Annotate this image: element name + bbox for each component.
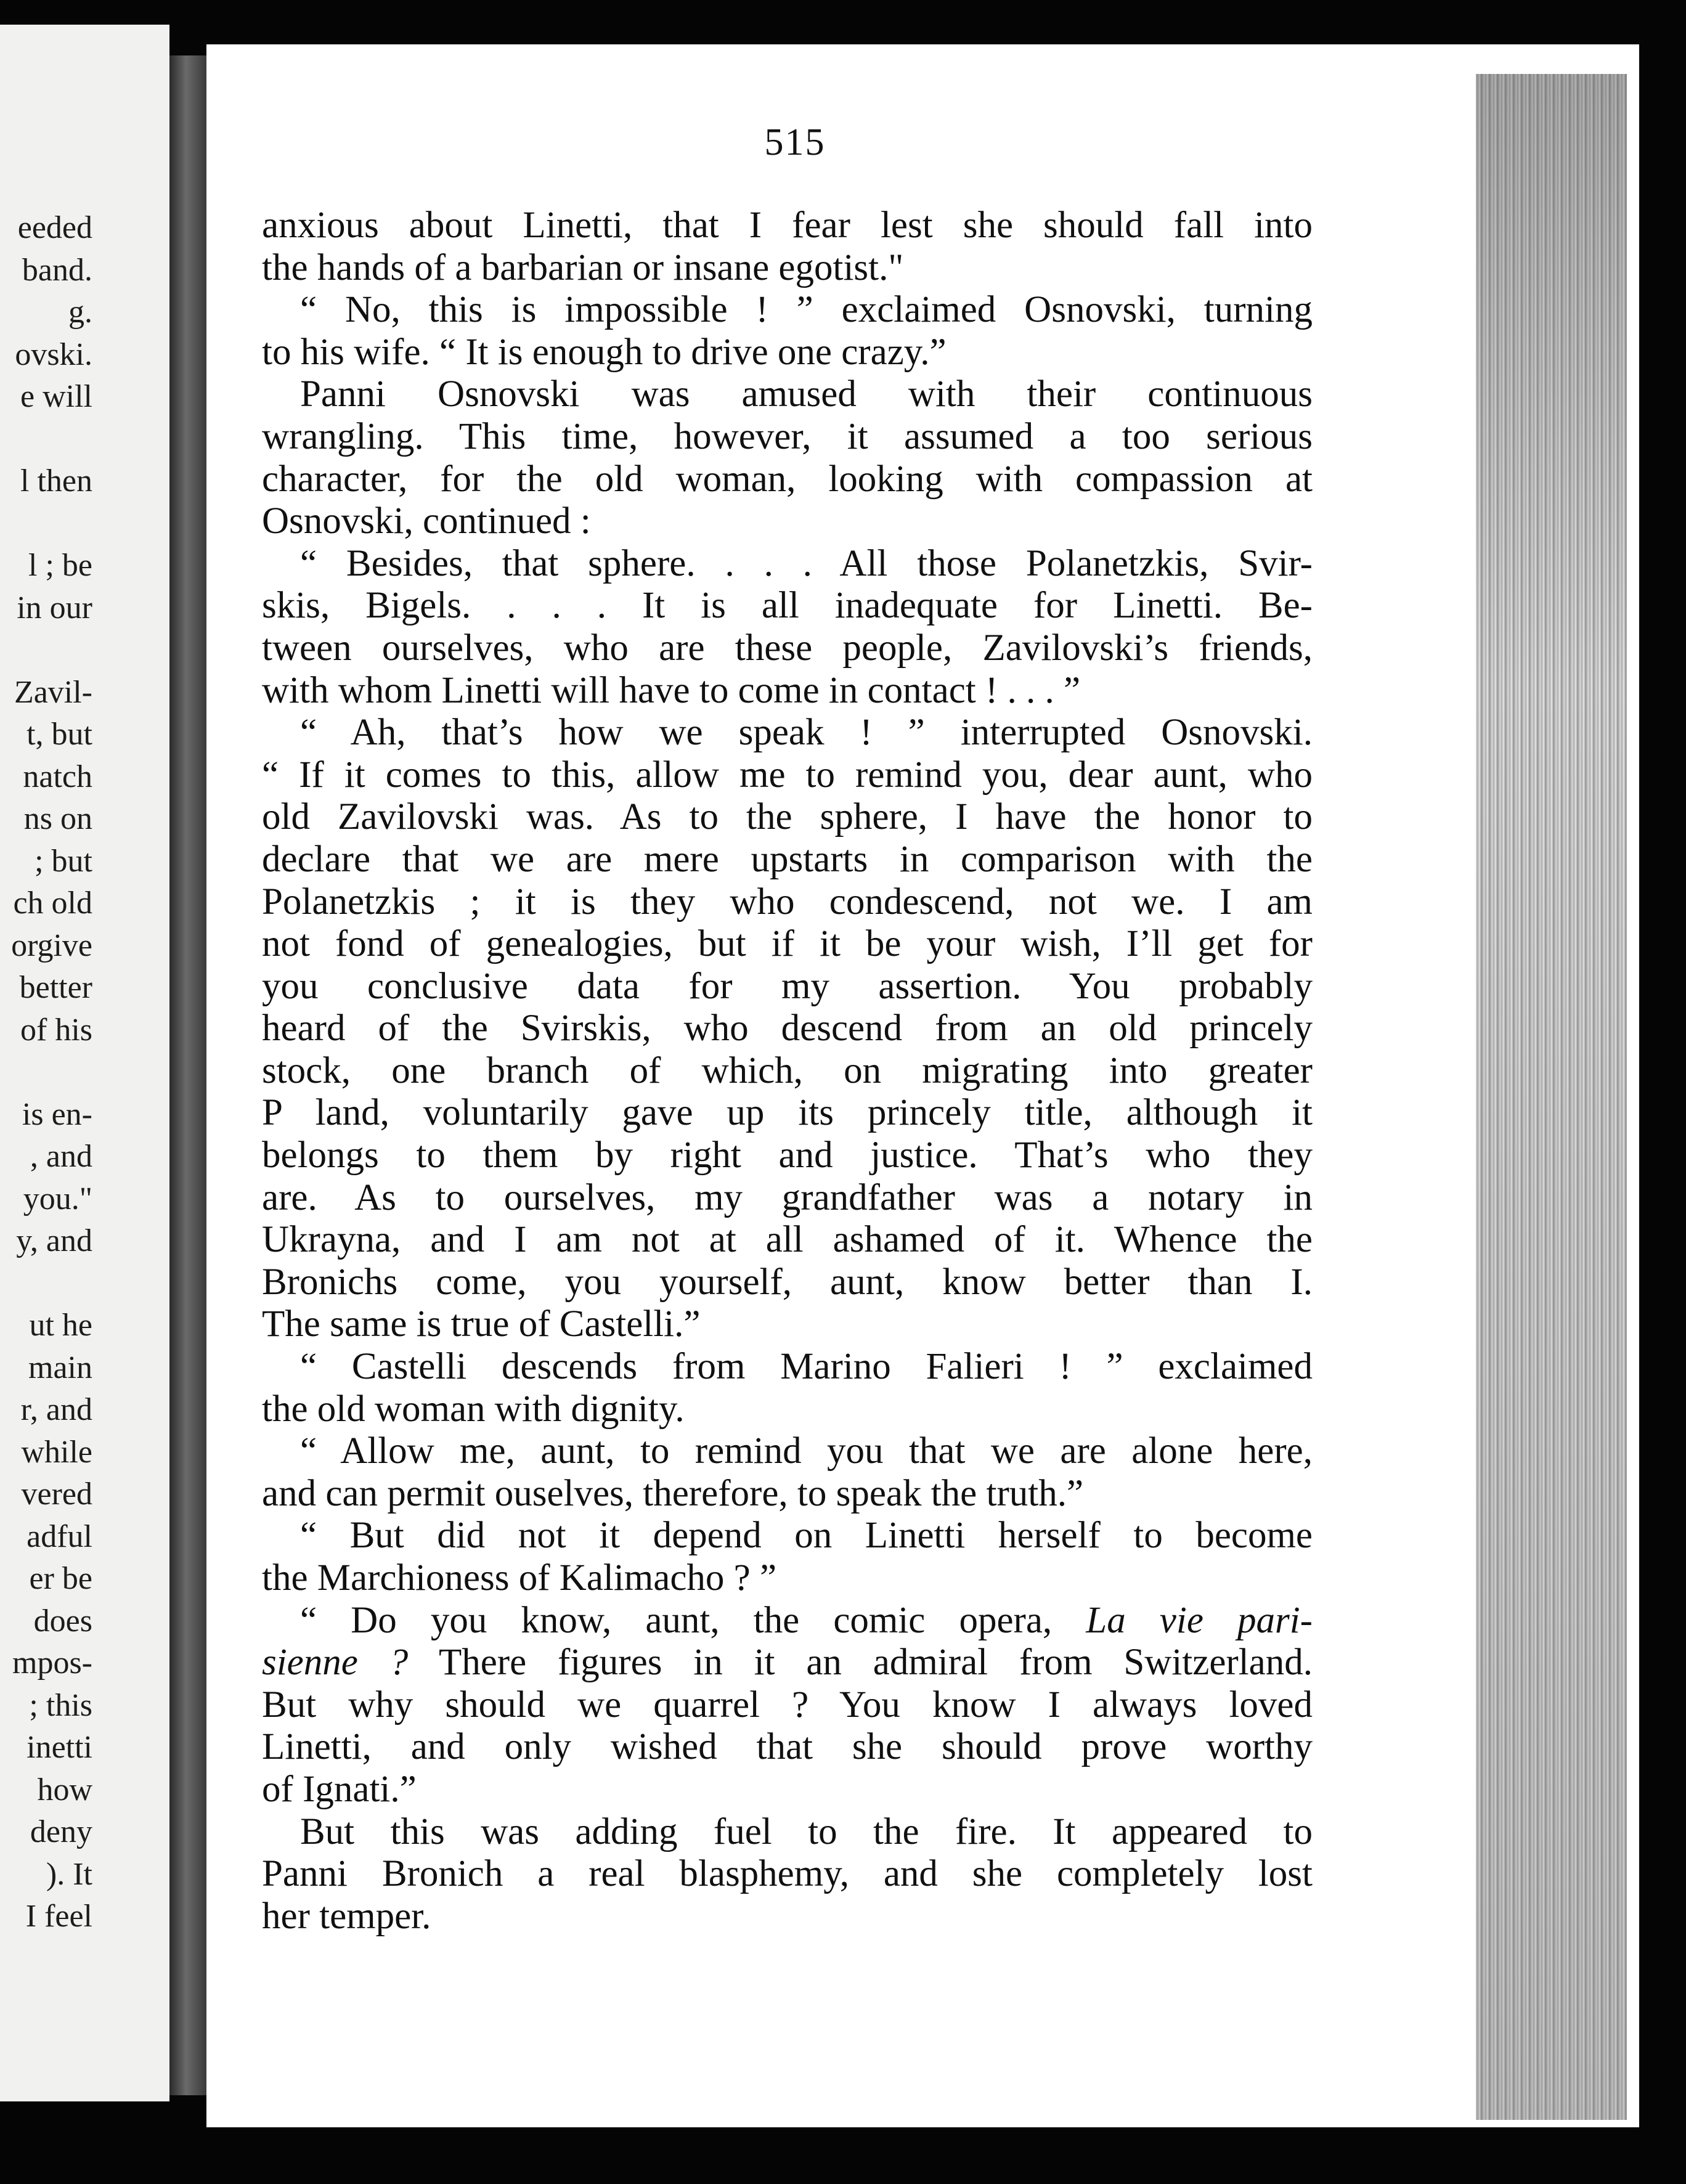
page-number: 515 — [764, 121, 826, 163]
book-gutter — [169, 55, 206, 2095]
left-line: y, and — [16, 1223, 92, 1258]
left-page-text — [0, 207, 92, 1938]
text-line: skis, Bigels. . . . It is all inadequate for Linetti. Be- — [262, 585, 1313, 627]
body-text — [262, 205, 1313, 1937]
left-line: you." — [23, 1181, 92, 1216]
text-line: The same is true of Castelli.” — [262, 1303, 701, 1345]
text-line: Bronichs come, you yourself, aunt, know better than I. — [262, 1261, 1313, 1303]
left-line: adful — [26, 1518, 92, 1554]
text-line: “ Besides, that sphere. . . . All those Polanetzkis, Svir- — [300, 542, 1313, 584]
italic-title-end: sienne ? — [262, 1642, 409, 1684]
text-run: “ Do you know, aunt, the comic opera, — [300, 1599, 1053, 1641]
left-line: while — [21, 1434, 92, 1470]
text-line: with whom Linetti will have to come in contact ! . . . ” — [262, 669, 1081, 711]
text-line: not fond of genealogies, but if it be your wish, I’ll get for — [262, 923, 1313, 965]
left-line: , and — [30, 1139, 92, 1174]
left-line: l then — [20, 463, 92, 499]
text-line: But why should we quarrel ? You know I always loved — [262, 1684, 1313, 1726]
left-line: er be — [29, 1561, 92, 1596]
text-line: Panni Osnovski was amused with their continuous — [300, 373, 1313, 415]
left-line: main — [28, 1350, 92, 1385]
text-line: are. As to ourselves, my grandfather was a notary in — [262, 1176, 1313, 1218]
text-line: “ But did not it depend on Linetti herself to become — [300, 1515, 1313, 1557]
left-line — [0, 1051, 92, 1094]
left-line: e will — [20, 379, 92, 414]
left-line: t, but — [26, 717, 92, 752]
left-line: orgive — [11, 927, 92, 963]
left-line: g. — [68, 295, 92, 330]
fore-edge-shadow — [1476, 74, 1627, 2120]
text-line: Linetti, and only wished that she should prove worthy — [262, 1726, 1313, 1768]
text-line: “ Ah, that’s how we speak ! ” interrupted Osnovski. — [300, 712, 1313, 754]
text-line: Osnovski, continued : — [262, 500, 591, 542]
left-line: ut he — [29, 1308, 92, 1343]
left-line: does — [33, 1603, 92, 1639]
text-line: “ Allow me, aunt, to remind you that we are alone here, — [300, 1430, 1313, 1472]
text-line — [262, 1600, 1313, 1642]
text-line: wrangling. This time, however, it assumed a too serious — [262, 415, 1313, 457]
text-line — [262, 1642, 1313, 1684]
text-line: Polanetzkis ; it is they who condescend, not we. I am — [262, 881, 1313, 923]
text-line: tween ourselves, who are these people, Zavilovski’s friends, — [262, 627, 1313, 669]
text-line: Ukrayna, and I am not at all ashamed of it. Whence the — [262, 1219, 1313, 1261]
left-line: of his — [20, 1012, 92, 1048]
left-line: better — [19, 970, 92, 1005]
left-line: band. — [22, 252, 92, 288]
left-line: in our — [17, 590, 92, 625]
left-line: I feel — [25, 1899, 92, 1934]
left-line: inetti — [26, 1730, 92, 1765]
left-line: r, and — [20, 1392, 92, 1427]
text-line: of Ignati.” — [262, 1768, 417, 1810]
left-line: deny — [30, 1814, 92, 1849]
text-line: “ No, this is impossible ! ” exclaimed Osnovski, turning — [300, 289, 1313, 331]
left-line — [0, 1263, 92, 1305]
left-line: l ; be — [28, 548, 92, 583]
text-line: “ Castelli descends from Marino Falieri ! ” exclaimed — [300, 1346, 1313, 1388]
left-line: vered — [21, 1477, 92, 1512]
left-line: is en- — [22, 1096, 92, 1132]
italic-title: La vie pari- — [1086, 1599, 1313, 1641]
left-line: ). It — [46, 1856, 92, 1892]
left-line: ; but — [35, 843, 92, 879]
left-line — [0, 418, 92, 461]
text-line: you conclusive data for my assertion. You probably — [262, 965, 1313, 1007]
left-line: mpos- — [12, 1645, 92, 1681]
text-line: the hands of a barbarian or insane egotist." — [262, 247, 904, 288]
text-line: her temper. — [262, 1895, 431, 1937]
text-line: heard of the Svirskis, who descend from an old princely — [262, 1008, 1313, 1049]
text-line: P land, voluntarily gave up its princely title, although it — [262, 1092, 1313, 1134]
left-line — [0, 503, 92, 545]
left-line: Zavil- — [14, 674, 92, 710]
left-line: ; this — [29, 1687, 92, 1723]
left-page — [0, 25, 169, 2101]
text-line: declare that we are mere upstarts in comparison with the — [262, 838, 1313, 880]
text-line: the old woman with dignity. — [262, 1388, 685, 1430]
left-line: ovski. — [15, 336, 92, 372]
left-line: eeded — [17, 210, 92, 245]
left-line: how — [37, 1772, 92, 1807]
text-line: stock, one branch of which, on migrating into greater — [262, 1049, 1313, 1091]
text-line: and can permit ouselves, therefore, to speak the truth.” — [262, 1472, 1084, 1514]
text-line: character, for the old woman, looking with compassion at — [262, 458, 1313, 500]
text-line: “ If it comes to this, allow me to remind you, dear aunt, who — [262, 754, 1313, 796]
left-line: ns on — [23, 801, 92, 836]
left-line — [0, 629, 92, 672]
text-line: Panni Bronich a real blasphemy, and she completely lost — [262, 1853, 1313, 1895]
left-line: natch — [23, 759, 92, 794]
text-line: old Zavilovski was. As to the sphere, I have the honor to — [262, 796, 1313, 838]
text-line: the Marchioness of Kalimacho ? ” — [262, 1557, 777, 1599]
text-line: to his wife. “ It is enough to drive one crazy.” — [262, 331, 947, 373]
text-line: But this was adding fuel to the fire. It appeared to — [300, 1811, 1313, 1852]
text-line: belongs to them by right and justice. That’s who they — [262, 1135, 1313, 1176]
text-line: anxious about Linetti, that I fear lest she should fall into — [262, 205, 1313, 246]
left-line: ch old — [13, 886, 92, 921]
text-run: There figures in it an admiral from Switzerland. — [438, 1642, 1313, 1684]
